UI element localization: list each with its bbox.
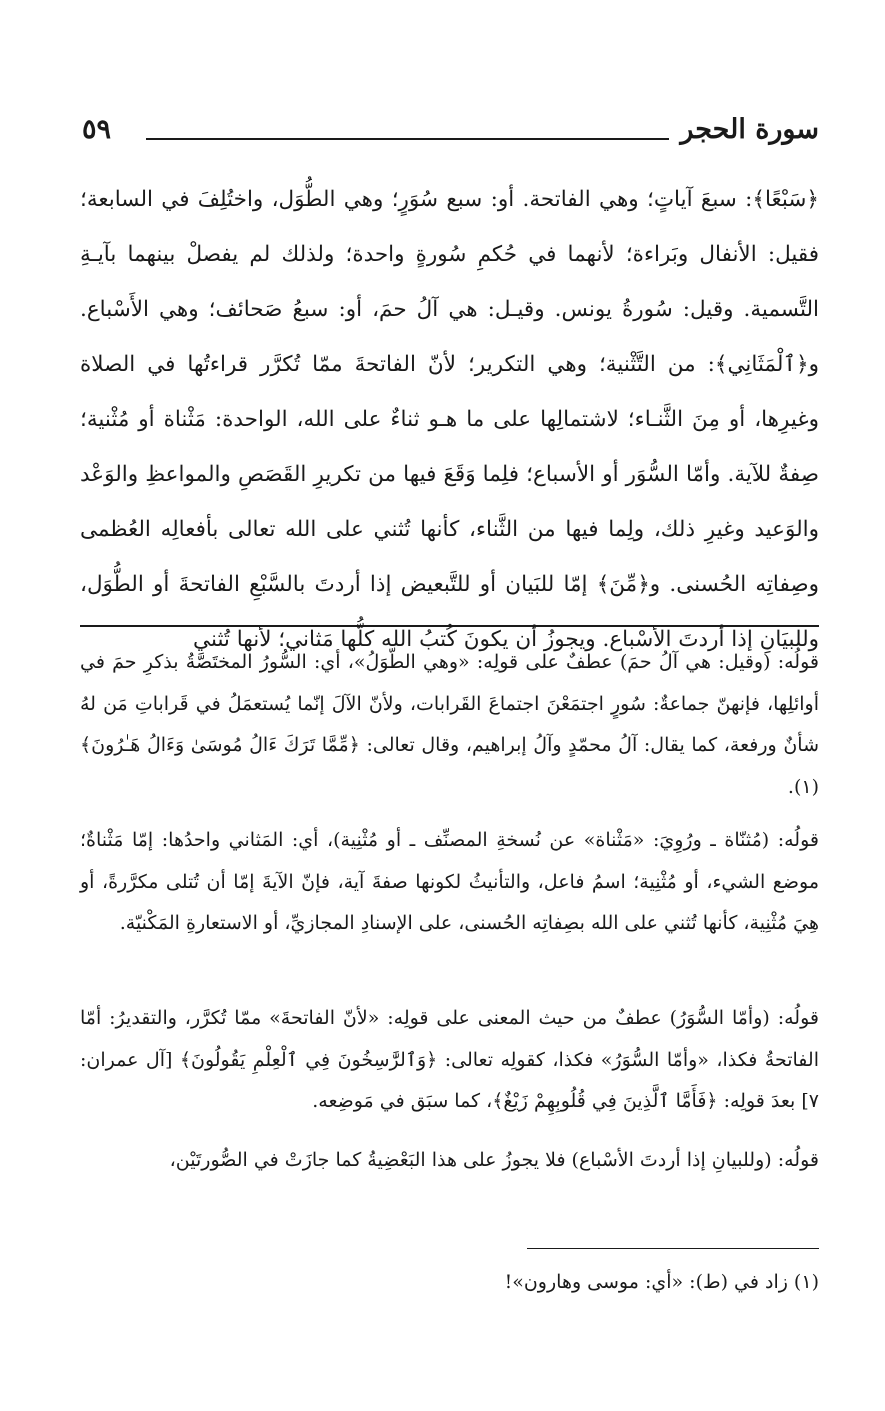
commentary-divider — [80, 625, 819, 627]
header-rule — [146, 138, 669, 140]
page-number: ٥٩ — [82, 114, 112, 145]
page-header — [82, 108, 819, 154]
commentary-paragraph: قولُه: (وقيل: هي آلُ حمَ) عطفٌ على قولِه: «وهي الطّوَلُ»، أي: السُّورُ المختَصَّةُ بذكرِ حمَ في أوائلِها، فإنهنّ جماعةٌ: سُورٍ اجتمَعْنَ اجتماعَ القَرابات، ولأنّ الآلَ إنّما يُستعمَلُ في قَراباتِ مَن لهُ شأنٌ ورفعة، كما يقال: آلُ محمّدٍ وآلُ إبراهيم، وقال تعالى: ﴿مِّمَّا تَرَكَ ءَالُ مُوسَىٰ وَءَالُ هَـٰرُونَ﴾(١). — [80, 651, 819, 798]
surah-title: سورة الحجر — [680, 114, 819, 145]
main-text-block — [80, 172, 819, 652]
main-paragraph: ﴿سَبْعًا﴾: سبعَ آياتٍ؛ وهي الفاتحة. أو: سبع سُوَرٍ؛ وهي الطُّوَل، واختُلِفَ في السابعة؛ فقيل: الأنفال وبَراءة؛ لأنهما في حُكمِ سُورةٍ واحدة؛ ولذلك لم يفصلْ بينهما بآيـةِ التَّسمية. وقيل: سُورةُ يونس. وقيـل: هي آلُ حمَ، أو: سبعُ صَحائف؛ وهي الأَسْباع. و﴿ٱلْمَثَانِي﴾: من التَّثْنية؛ وهي التكرير؛ لأنّ الفاتحةَ ممّا تُكرَّر قراءتُها في الصلاة وغيرِها، أو مِنَ الثَّنـاء؛ لاشتمالِها على ما هـو ثناءٌ على الله، الواحدة: مَثْناة أو مُثْنية؛ صِفةٌ للآية. وأمّا السُّوَر أو الأسباع؛ فلِما وَقَعَ فيها من تكريرِ القَصَصِ والمواعظِ والوَعْد والوَعيد وغيرِ ذلك، ولِما فيها من الثَّناء، كأنها تُثني على الله تعالى بأفعالِه العُظمى وصِفاتِه الحُسنى. و﴿مِّنَ﴾ إمّا للبَيان أو للتَّبعيض إذا أردتَ بالسَّبْعِ الفاتحةَ أو الطُّوَل، وللبيَانِ إذا أردتَ الأسْباع. ويجوزُ أن يكونَ كُتبُ الله كلُّها مَثاني؛ لأنها تُثني — [80, 187, 819, 652]
commentary-paragraph: قولُه: (مُثنّاة ـ ورُوِيَ: «مَثْناة» عن نُسخةِ المصنِّف ـ أو مُثْنِية)، أي: المَثاني واحدُها: إمّا مَثْناةٌ؛ موضع الشيء، أو مُثْنِية؛ اسمُ فاعل، والتأنيثُ لكونها صفةَ آية، فإنّ الآيةَ إمّا أن تُتلى مكرَّرةً، أو هِيَ مُثْنِية، كأنها تُثني على الله بصِفاتِه الحُسنى، على الإسنادِ المجازيِّ، أو الاستعارةِ المَكْنيّة. — [80, 829, 819, 934]
footnote: (١) زاد في (ط): «أي: موسى وهارون»! — [504, 1271, 819, 1293]
commentary-block — [80, 642, 819, 1184]
commentary-paragraph: قولُه: (وللبيانِ إذا أردتَ الأسْباع) فلا يجوزُ على هذا البَعْضِيةُ كما جازَتْ في الصُّورتَيْن، — [169, 1149, 819, 1171]
footnote-rule — [527, 1248, 819, 1249]
commentary-paragraph: قولُه: (وأمّا السُّوَرُ) عطفٌ من حيث المعنى على قولِه: «لأنّ الفاتحةَ» ممّا تُكرَّر، والتقديرُ: أمّا الفاتحةُ فكذا، «وأمّا السُّوَرُ» فكذا، كقولِه تعالى: ﴿وَٱلرَّٰسِخُونَ فِي ٱلْعِلْمِ يَقُولُونَ﴾ [آل عمران: ٧] بعدَ قولِه: ﴿فَأَمَّا ٱلَّذِينَ فِي قُلُوبِهِمْ زَيْغٌ﴾، كما سبَق في مَوضِعه. — [80, 1007, 819, 1112]
